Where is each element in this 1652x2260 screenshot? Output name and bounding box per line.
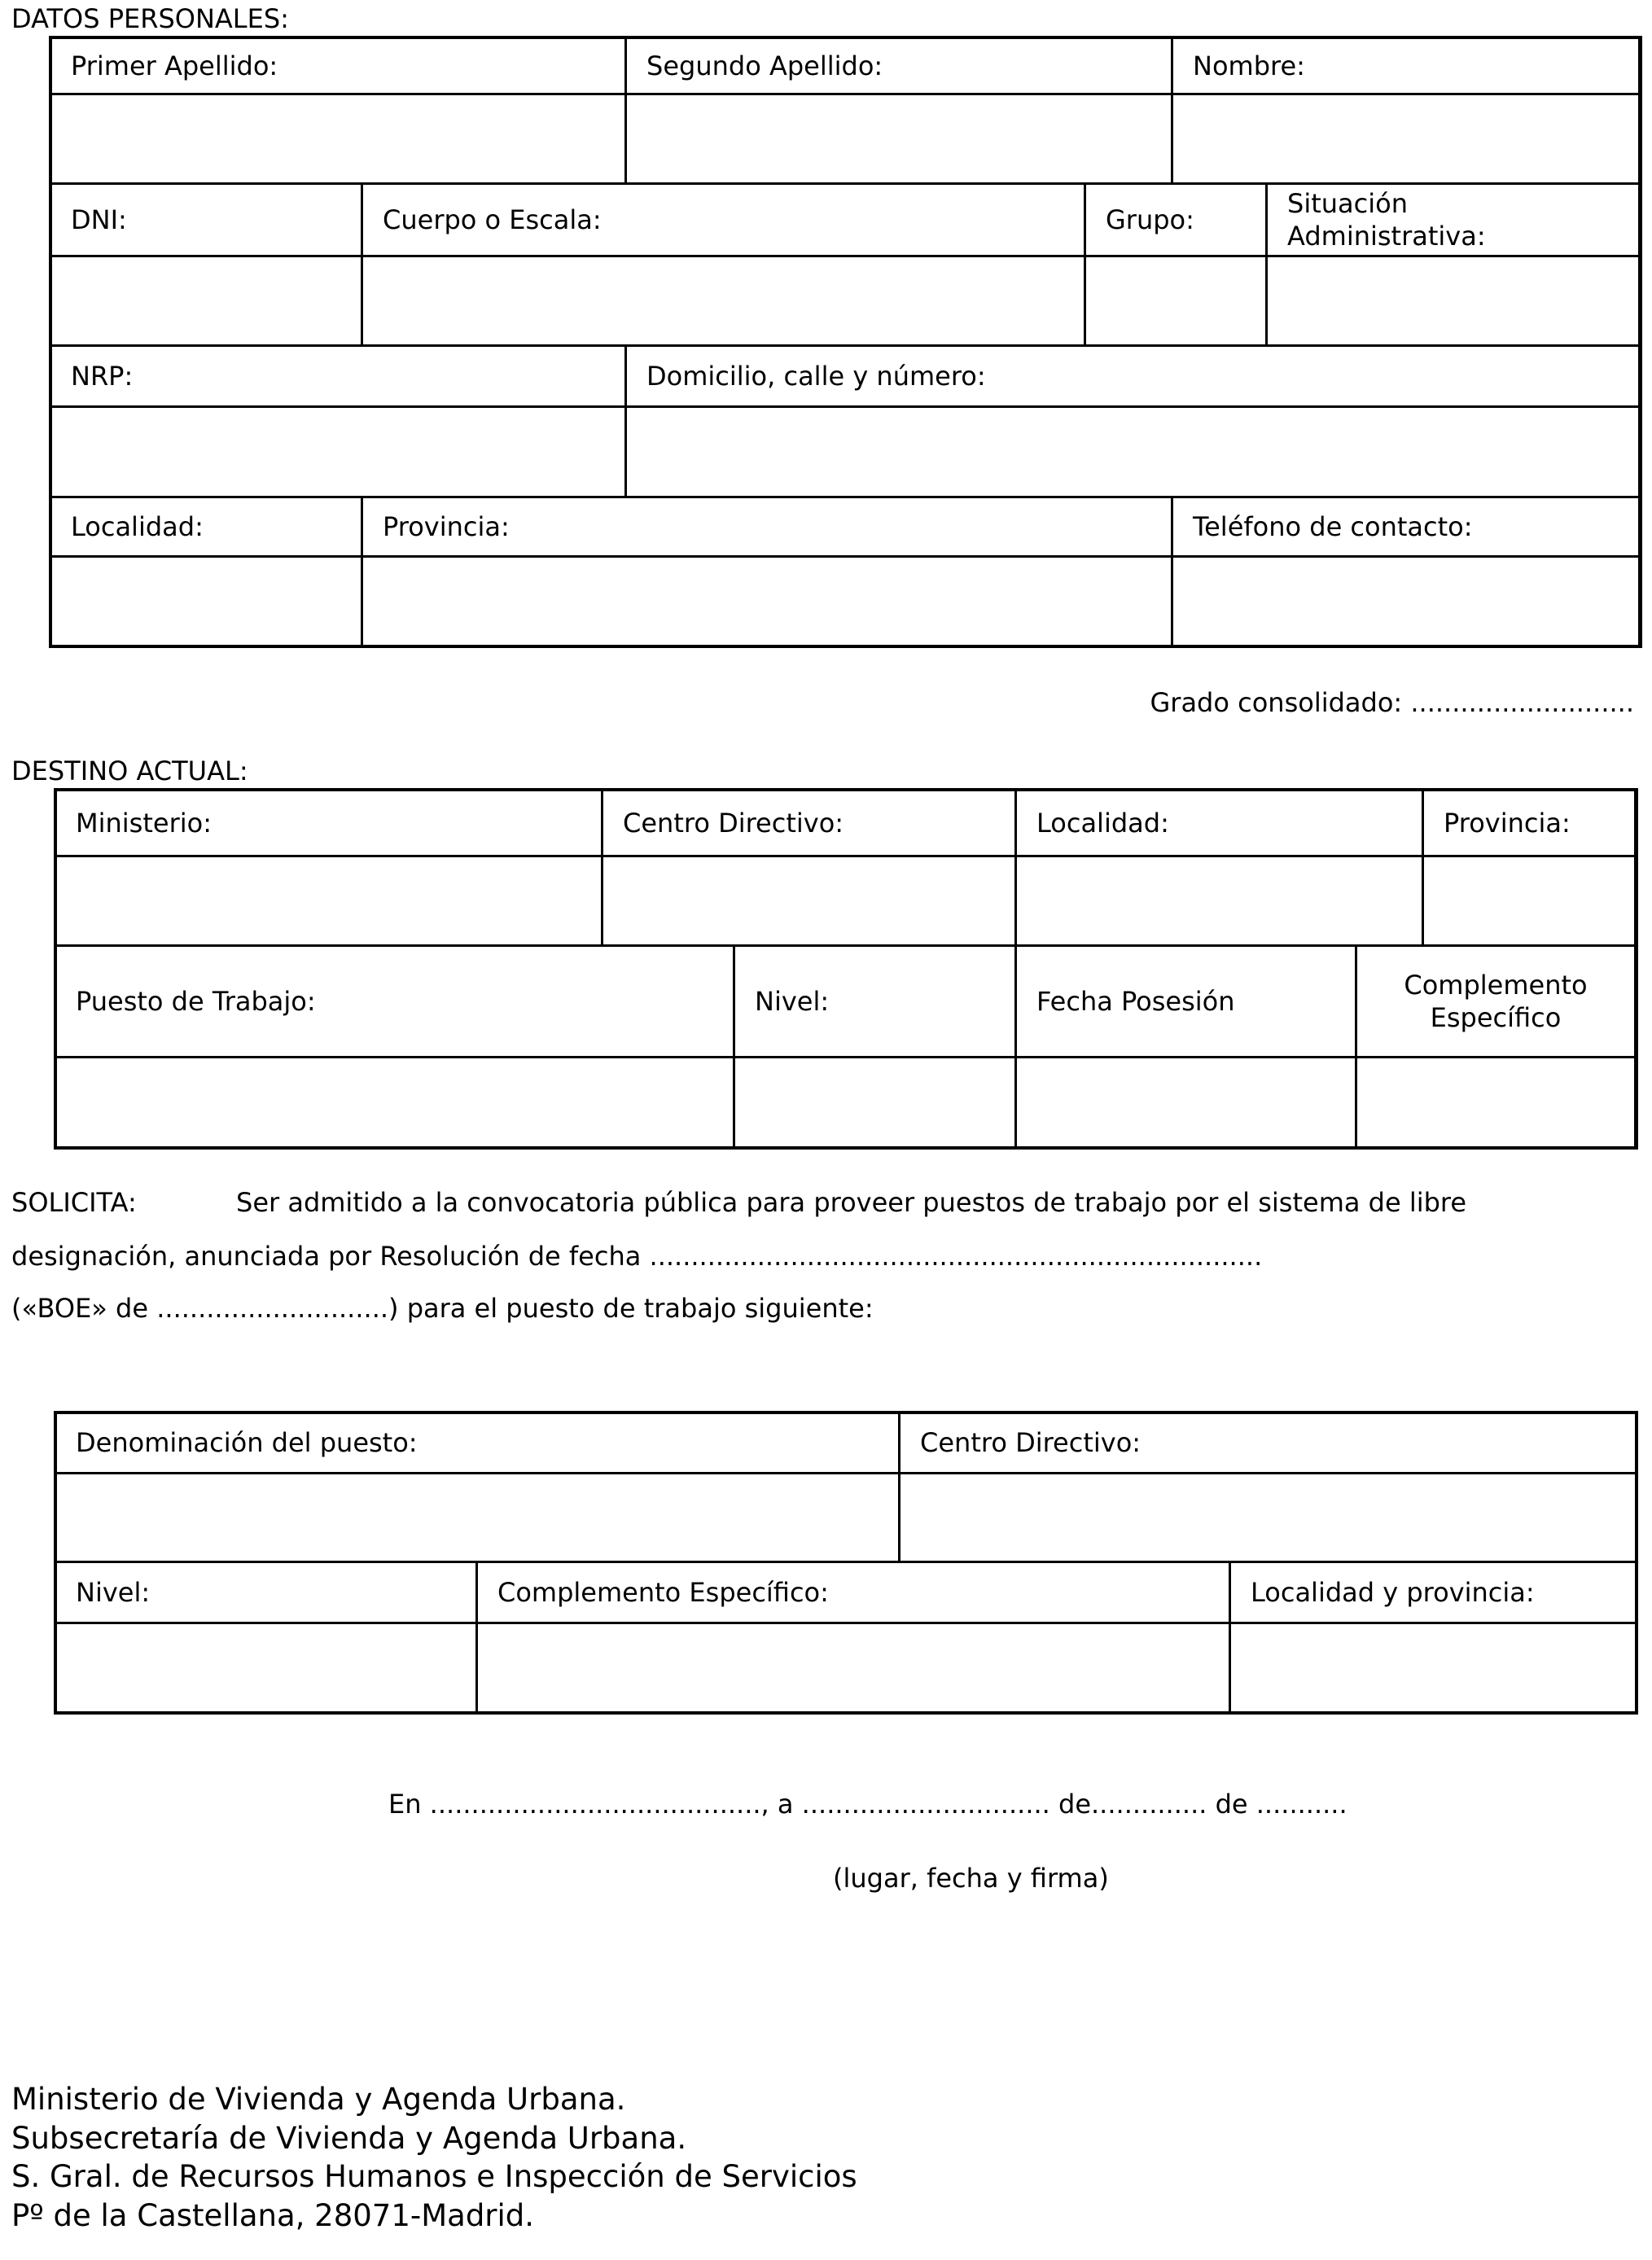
grupo-field[interactable] (1085, 256, 1267, 346)
complemento-especifico-label (1356, 945, 1636, 1058)
solicita-label: SOLICITA: (11, 1187, 137, 1218)
centro-directivo-field[interactable] (602, 856, 1016, 946)
segundo-apellido-label: Segundo Apellido: (625, 37, 1172, 94)
fecha-posesion-label: Fecha Posesión (1015, 945, 1356, 1058)
situacion-label-line1: Situación (1287, 188, 1408, 219)
telefono-label: Teléfono de contacto: (1172, 497, 1640, 557)
centro-directivo-field[interactable] (899, 1473, 1637, 1562)
primer-apellido-field[interactable] (50, 94, 626, 184)
grupo-label: Grupo: (1085, 183, 1267, 256)
section-destino-actual: DESTINO ACTUAL: (11, 756, 248, 786)
provincia-field[interactable] (1422, 856, 1636, 946)
nivel-label: Nivel: (734, 945, 1016, 1058)
dni-field[interactable] (50, 256, 362, 346)
solicita-line3: («BOE» de ............................) para el puesto de trabajo siguiente: (11, 1293, 874, 1324)
domicilio-label: Domicilio, calle y número: (625, 345, 1640, 407)
signature-line: En ........................................, a .............................. de.............. de ........... (388, 1789, 1347, 1820)
complemento-label: Complemento Específico: (476, 1561, 1230, 1623)
footer-line-2: Subsecretaría de Vivienda y Agenda Urbana. (11, 2121, 687, 2156)
complemento-field[interactable] (476, 1623, 1230, 1713)
footer-line-1: Ministerio de Vivienda y Agenda Urbana. (11, 2082, 626, 2117)
domicilio-field[interactable] (625, 406, 1640, 497)
complemento-line1: Complemento (1404, 970, 1588, 1001)
footer-line-3: S. Gral. de Recursos Humanos e Inspección de Servicios (11, 2159, 857, 2194)
localidad-field[interactable] (1015, 856, 1423, 946)
ministerio-field[interactable] (55, 856, 603, 946)
ministerio-label: Ministerio: (55, 789, 603, 856)
localidad-field[interactable] (50, 556, 362, 646)
footer-line-4: Pº de la Castellana, 28071-Madrid. (11, 2198, 535, 2233)
nivel-label: Nivel: (55, 1561, 477, 1623)
fecha-posesion-field[interactable] (1015, 1057, 1356, 1148)
nivel-field[interactable] (55, 1623, 477, 1713)
telefono-field[interactable] (1172, 556, 1640, 646)
segundo-apellido-field[interactable] (625, 94, 1172, 184)
nombre-field[interactable] (1172, 94, 1640, 184)
nrp-label: NRP: (50, 345, 626, 407)
situacion-field[interactable] (1266, 256, 1640, 346)
situacion-label-line2: Administrativa: (1287, 221, 1486, 252)
grado-consolidado: Grado consolidado: ........................... (1150, 687, 1634, 718)
localidad-provincia-field[interactable] (1229, 1623, 1637, 1713)
complemento-line2: Específico (1430, 1002, 1562, 1033)
centro-directivo-label: Centro Directivo: (602, 789, 1016, 856)
nombre-label: Nombre: (1172, 37, 1640, 94)
dni-label: DNI: (50, 183, 362, 256)
cuerpo-label: Cuerpo o Escala: (362, 183, 1085, 256)
cuerpo-field[interactable] (362, 256, 1085, 346)
primer-apellido-label: Primer Apellido: (50, 37, 626, 94)
localidad-provincia-label: Localidad y provincia: (1229, 1561, 1637, 1623)
provincia-label: Provincia: (1422, 789, 1636, 856)
nrp-field[interactable] (50, 406, 626, 497)
centro-directivo-label: Centro Directivo: (899, 1412, 1637, 1474)
nivel-field[interactable] (734, 1057, 1016, 1148)
puesto-trabajo-field[interactable] (55, 1057, 734, 1148)
section-datos-personales: DATOS PERSONALES: (11, 3, 289, 34)
situacion-label (1266, 183, 1640, 256)
signature-caption: (lugar, fecha y firma) (833, 1863, 1109, 1894)
solicita-line2: designación, anunciada por Resolución de fecha .......................................................................... (11, 1241, 1263, 1272)
provincia-label: Provincia: (362, 497, 1172, 557)
solicita-line1: Ser admitido a la convocatoria pública para proveer puestos de trabajo por el sistema de libre (236, 1187, 1467, 1218)
puesto-trabajo-label: Puesto de Trabajo: (55, 945, 734, 1058)
denominacion-field[interactable] (55, 1473, 900, 1562)
complemento-especifico-field[interactable] (1356, 1057, 1636, 1148)
localidad-label: Localidad: (50, 497, 362, 557)
provincia-field[interactable] (362, 556, 1172, 646)
localidad-label: Localidad: (1015, 789, 1423, 856)
denominacion-label: Denominación del puesto: (55, 1412, 900, 1474)
